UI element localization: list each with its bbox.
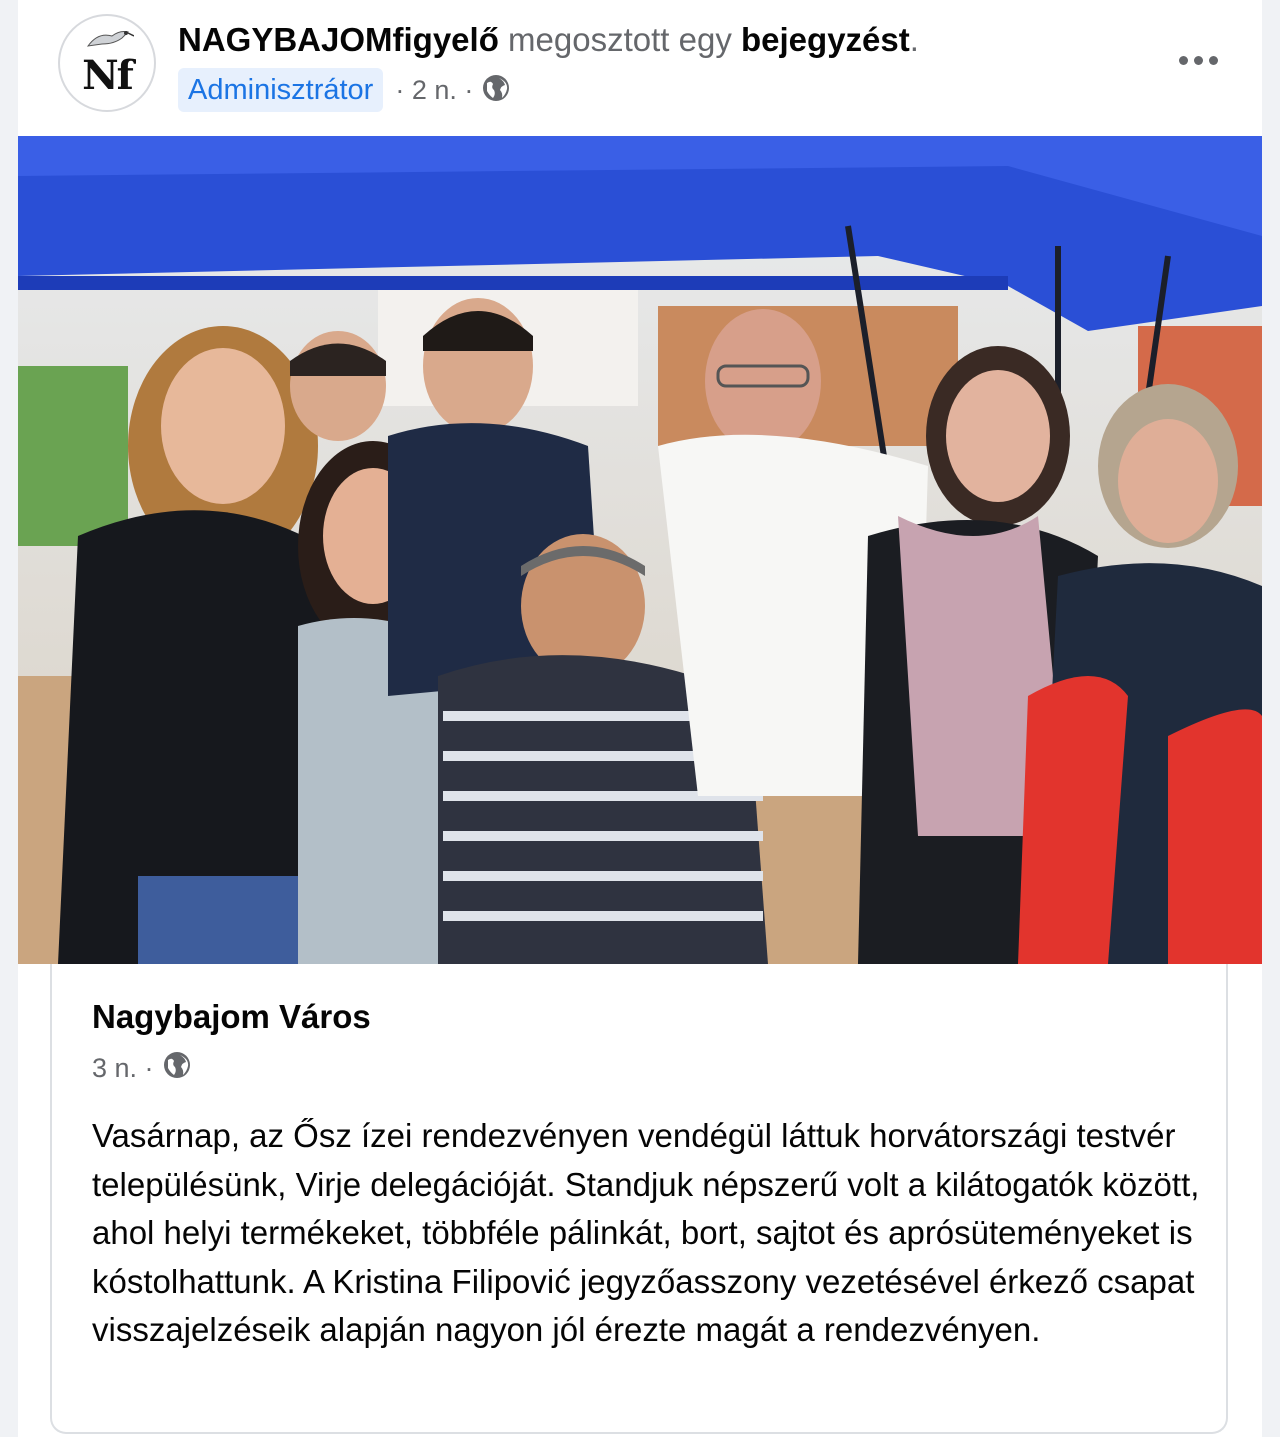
group-photo-image [18,136,1262,964]
more-options-icon[interactable] [1174,40,1222,80]
page-name-link[interactable]: NAGYBAJOMfigyelő [178,21,499,58]
post-timestamp[interactable]: · 2 n. · [395,74,474,105]
title-period: . [909,21,919,58]
avatar-monogram: Nf [82,52,132,99]
shared-post-author[interactable]: Nagybajom Város [92,998,371,1035]
post-title [178,18,919,62]
page-avatar[interactable] [58,14,156,112]
globe-icon [162,1050,192,1087]
stork-logo-icon [84,24,134,54]
post-header [18,0,1262,136]
feed-post [18,0,1262,1437]
action-text: megosztott egy [498,21,741,58]
shared-post-card[interactable] [50,964,1228,1434]
shared-post-meta [92,1050,192,1087]
shared-post-text: Vasárnap, az Ősz ízei rendezvényen vendégül láttuk horvátországi testvér településünk, Virje delegációját. Standjuk népszerű volt a kilátogatók között, ahol helyi termékeket, többféle pálinkát, bort, sajtot és aprósüteményeket is kóstolhattunk. A Kristina Filipović jegyzőasszony vezetésével érkező csapat visszajelzéseik alapján nagyon jól érezte magát a rendezvényen. [92,1117,1200,1348]
post-meta [178,68,511,112]
globe-icon [481,73,511,108]
shared-post-timestamp[interactable]: 3 n. · [92,1053,154,1083]
post-photo[interactable] [18,136,1262,964]
shared-post-link[interactable]: bejegyzést [741,21,910,58]
admin-badge[interactable]: Adminisztrátor [178,68,383,112]
